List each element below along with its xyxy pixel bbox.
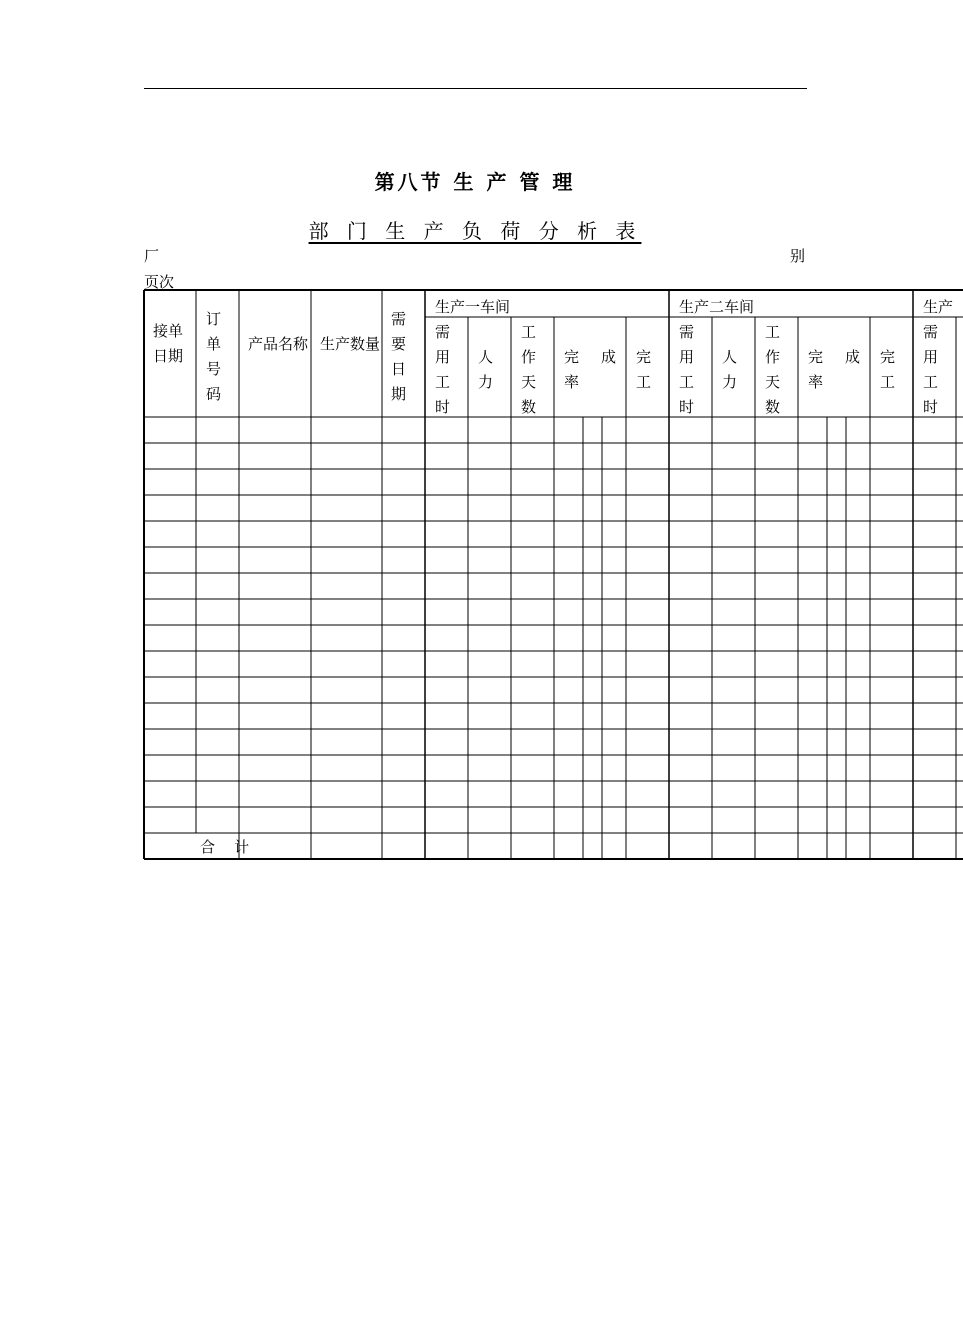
ws1-manpower: 人力 bbox=[478, 348, 494, 391]
ws1-finished: 完工 bbox=[636, 348, 652, 391]
ws1-completion-left: 完 bbox=[564, 348, 580, 366]
workshop-2-header: 生产二车间 bbox=[679, 298, 755, 316]
load-analysis-table bbox=[143, 289, 963, 859]
ws1-hours: 需用工时 bbox=[435, 323, 451, 416]
workshop-1-header: 生产一车间 bbox=[435, 298, 511, 316]
ws2-finished: 完工 bbox=[880, 348, 896, 391]
col-product-name: 产品名称 bbox=[248, 335, 309, 353]
section-title: 第八节 生 产 管 理 bbox=[374, 170, 576, 194]
ws1-completion-right: 成 bbox=[601, 348, 617, 366]
col-required-date: 需要日期 bbox=[391, 310, 407, 403]
header-rule bbox=[144, 88, 807, 89]
ws2-completion-rate: 率 bbox=[808, 373, 824, 391]
ws2-hours: 需用工时 bbox=[679, 323, 695, 416]
page-label: 页次 bbox=[144, 273, 175, 291]
total-label: 合 计 bbox=[200, 838, 250, 856]
form-title-text: 部 门 生 产 负 荷 分 析 表 bbox=[308, 219, 642, 243]
col-receive-date: 接单日期 bbox=[153, 322, 184, 365]
ws2-completion-right: 成 bbox=[845, 348, 861, 366]
workshop-3-header: 生产 bbox=[923, 298, 954, 316]
ws1-completion-rate: 率 bbox=[564, 373, 580, 391]
form-title bbox=[0, 215, 950, 244]
ws1-work-days: 工作天数 bbox=[521, 323, 537, 416]
col-order-no: 订单号码 bbox=[206, 310, 222, 403]
col-quantity: 生产数量 bbox=[320, 335, 381, 353]
table-grid bbox=[143, 289, 963, 859]
category-label: 别 bbox=[790, 247, 806, 265]
ws2-completion-left: 完 bbox=[808, 348, 824, 366]
factory-label: 厂 bbox=[144, 247, 160, 265]
ws2-work-days: 工作天数 bbox=[765, 323, 781, 416]
ws2-manpower: 人力 bbox=[722, 348, 738, 391]
ws3-hours: 需用工时 bbox=[923, 323, 939, 416]
